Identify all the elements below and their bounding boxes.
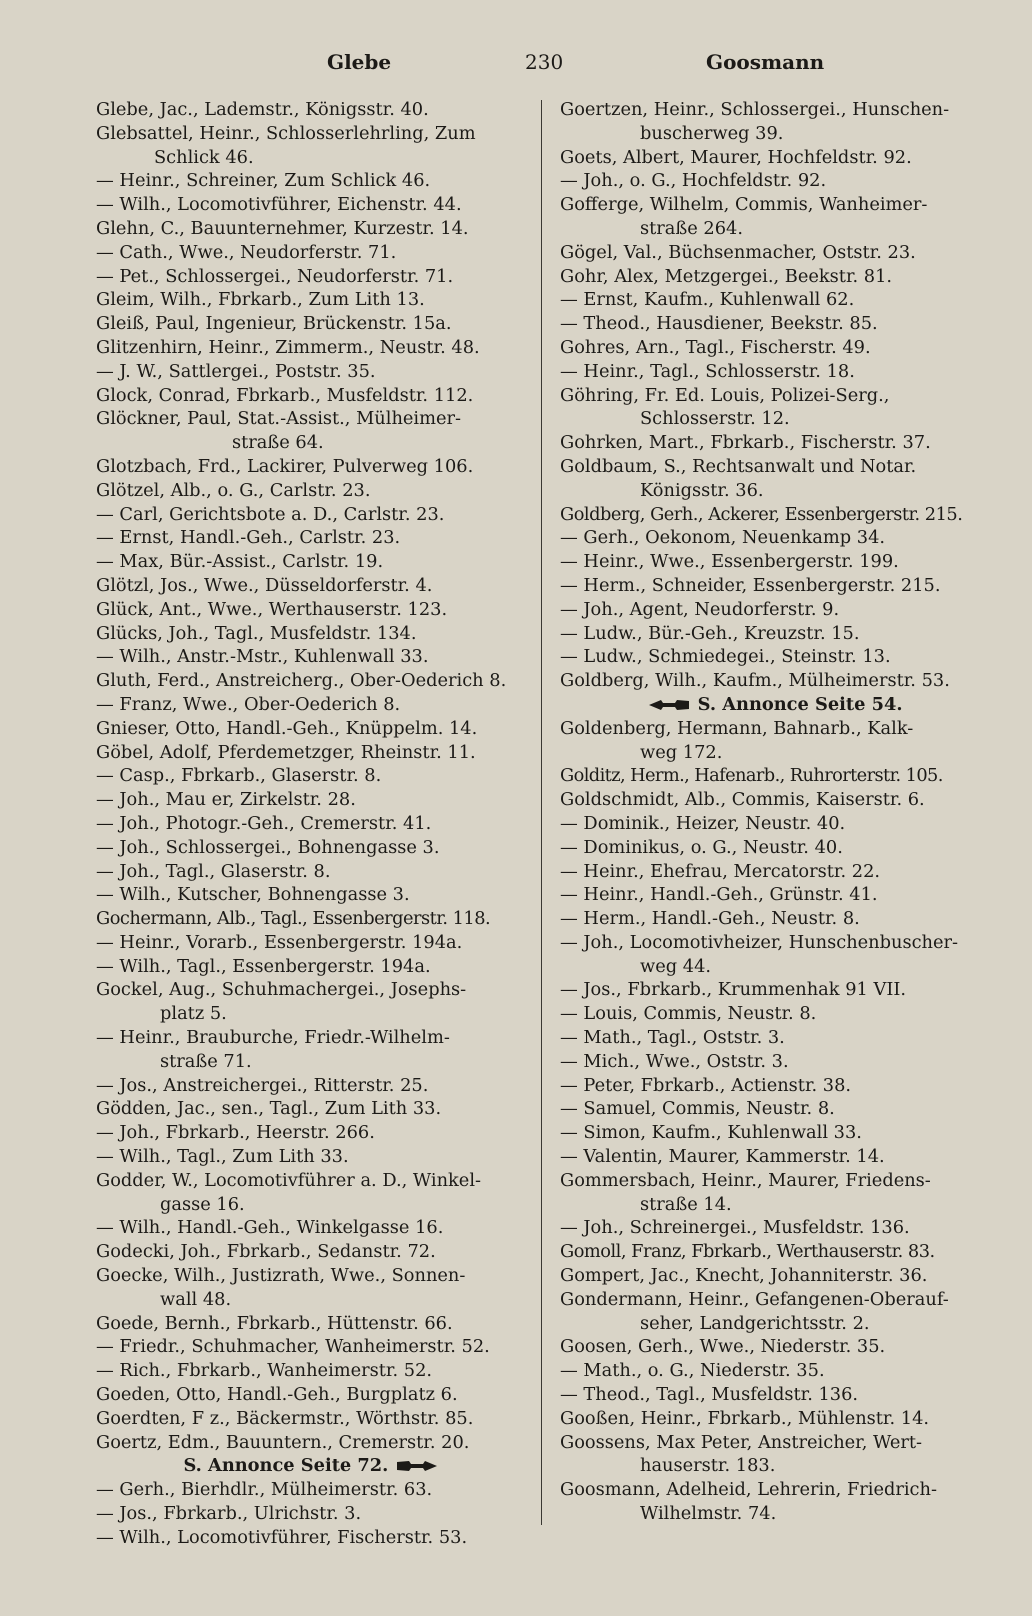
- entry: Glitzenhirn, Heinr., Zimmerm., Neustr. 48.: [96, 336, 480, 358]
- entry: — Wilh., Kutscher, Bohnengasse 3.: [96, 884, 410, 906]
- entry: Godecki, Joh., Fbrkarb., Sedanstr. 72.: [96, 1241, 436, 1263]
- annonce-notice: [96, 1454, 526, 1478]
- entry-continuation: straße 264.: [640, 217, 744, 239]
- entry: — Mich., Wwe., Oststr. 3.: [560, 1050, 789, 1072]
- entry: Goosen, Gerh., Wwe., Niederstr. 35.: [560, 1336, 886, 1358]
- entry: — Math., o. G., Niederstr. 35.: [560, 1360, 825, 1382]
- entry: Gockel, Aug., Schuhmachergei., Josephs-: [96, 979, 467, 1001]
- entry: — Friedr., Schuhmacher, Wanheimerstr. 52.: [96, 1336, 490, 1358]
- entry-continuation: hauserstr. 183.: [640, 1455, 776, 1477]
- entry: Gögel, Val., Büchsenmacher, Oststr. 23.: [560, 241, 916, 263]
- entry: — Herm., Schneider, Essenbergerstr. 215.: [560, 574, 941, 596]
- entry: — Wilh., Handl.-Geh., Winkelgasse 16.: [96, 1217, 444, 1239]
- entry: — Rich., Fbrkarb., Wanheimerstr. 52.: [96, 1360, 433, 1382]
- entry: — Ludw., Schmiedegei., Steinstr. 13.: [560, 646, 891, 668]
- entry: — Wilh., Anstr.-Mstr., Kuhlenwall 33.: [96, 646, 429, 668]
- entry-continuation: gasse 16.: [160, 1193, 245, 1215]
- entry: — Joh., Mau er, Zirkelstr. 28.: [96, 789, 356, 811]
- entry-continuation: seher, Landgerichtsstr. 2.: [640, 1312, 870, 1334]
- entry: Glotzbach, Frd., Lackirer, Pulverweg 106.: [96, 455, 474, 477]
- entry-continuation: weg 44.: [640, 955, 712, 977]
- column-divider: [541, 100, 542, 1525]
- entry: — Joh., Locomotivheizer, Hunschenbuscher-: [560, 931, 959, 953]
- entry: — Heinr., Vorarb., Essenbergerstr. 194a.: [96, 931, 463, 953]
- pointing-hand-icon: [395, 1459, 439, 1473]
- entry: Gommersbach, Heinr., Maurer, Friedens-: [560, 1169, 931, 1191]
- entry: — Carl, Gerichtsbote a. D., Carlstr. 23.: [96, 503, 445, 525]
- entry: Gondermann, Heinr., Gefangenen-Oberauf-: [560, 1288, 949, 1310]
- entry: Gleiß, Paul, Ingenieur, Brückenstr. 15a.: [96, 313, 452, 335]
- entry: — Heinr., Handl.-Geh., Grünstr. 41.: [560, 884, 878, 906]
- entry: Godder, W., Locomotivführer a. D., Winkel-: [96, 1169, 482, 1191]
- entry: Goertz, Edm., Bauuntern., Cremerstr. 20.: [96, 1431, 470, 1453]
- entry: — Wilh., Locomotivführer, Fischerstr. 53.: [96, 1526, 468, 1548]
- entry: — Ernst, Kaufm., Kuhlenwall 62.: [560, 289, 855, 311]
- entry-continuation: platz 5.: [160, 1003, 227, 1025]
- entry: Goldberg, Gerh., Ackerer, Essenbergerstr. 215.: [560, 503, 963, 525]
- entry: Göhring, Fr. Ed. Louis, Polizei-Serg.,: [560, 384, 890, 406]
- entry: — Dominikus, o. G., Neustr. 40.: [560, 836, 843, 858]
- header-last-name: Goosmann: [706, 50, 825, 74]
- entry: Glehn, C., Bauunternehmer, Kurzestr. 14.: [96, 217, 469, 239]
- entry: Gleim, Wilh., Fbrkarb., Zum Lith 13.: [96, 289, 425, 311]
- entry: Goede, Bernh., Fbrkarb., Hüttenstr. 66.: [96, 1312, 453, 1334]
- entry: Glöckner, Paul, Stat.-Assist., Mülheimer-: [96, 408, 462, 430]
- entry: — Theod., Tagl., Musfeldstr. 136.: [560, 1384, 859, 1406]
- entry: Goertzen, Heinr., Schlossergei., Hunschen-: [560, 99, 950, 120]
- entry: — Gerh., Bierhdlr., Mülheimerstr. 63.: [96, 1479, 433, 1501]
- entry: Gödden, Jac., sen., Tagl., Zum Lith 33.: [96, 1098, 442, 1120]
- entry: Glebsattel, Heinr., Schlosserlehrling, Zum: [96, 122, 476, 144]
- annonce-text: S. Annonce Seite 54.: [697, 693, 903, 715]
- entry: — Pet., Schlossergei., Neudorferstr. 71.: [96, 265, 454, 287]
- header-first-name: Glebe: [327, 50, 392, 74]
- entry: Gnieser, Otto, Handl.-Geh., Knüppelm. 14.: [96, 717, 478, 739]
- entry: Gohrken, Mart., Fbrkarb., Fischerstr. 37.: [560, 432, 931, 454]
- entry: Goldbaum, S., Rechtsanwalt und Notar.: [560, 455, 917, 477]
- entry-continuation: straße 64.: [232, 432, 324, 454]
- entry: — Heinr., Tagl., Schlosserstr. 18.: [560, 360, 855, 382]
- entry-continuation: Königsstr. 36.: [640, 479, 764, 501]
- entry: — Joh., Agent, Neudorferstr. 9.: [560, 598, 840, 620]
- entry: — J. W., Sattlergei., Poststr. 35.: [96, 360, 376, 382]
- pointing-hand-icon: [647, 698, 691, 712]
- entry-continuation: Wilhelmstr. 74.: [640, 1503, 777, 1525]
- entry: — Jos., Anstreichergei., Ritterstr. 25.: [96, 1074, 429, 1096]
- entry: — Wilh., Locomotivführer, Eichenstr. 44.: [96, 194, 462, 216]
- entry: — Herm., Handl.-Geh., Neustr. 8.: [560, 908, 860, 930]
- right-column: [560, 98, 990, 1526]
- entry: Goecke, Wilh., Justizrath, Wwe., Sonnen-: [96, 1265, 466, 1287]
- entry: Goldschmidt, Alb., Commis, Kaiserstr. 6.: [560, 789, 925, 811]
- entry: Goerdten, F z., Bäckermstr., Wörthstr. 85.: [96, 1407, 474, 1429]
- entry: Glücks, Joh., Tagl., Musfeldstr. 134.: [96, 622, 417, 644]
- entry-continuation: Schlosserstr. 12.: [640, 408, 790, 430]
- entry: — Valentin, Maurer, Kammerstr. 14.: [560, 1146, 885, 1168]
- entry: — Samuel, Commis, Neustr. 8.: [560, 1098, 835, 1120]
- entry: Gooßen, Heinr., Fbrkarb., Mühlenstr. 14.: [560, 1407, 930, 1429]
- entry: — Gerh., Oekonom, Neuenkamp 34.: [560, 527, 886, 549]
- left-column: [96, 98, 526, 1550]
- entry: — Casp., Fbrkarb., Glaserstr. 8.: [96, 765, 382, 787]
- entry: Golditz, Herm., Hafenarb., Ruhrorterstr. 105.: [560, 765, 943, 787]
- entry-continuation: straße 14.: [640, 1193, 732, 1215]
- entry: Gohr, Alex, Metzgergei., Beekstr. 81.: [560, 265, 893, 287]
- entry: — Jos., Fbrkarb., Ulrichstr. 3.: [96, 1503, 362, 1525]
- entry: Goets, Albert, Maurer, Hochfeldstr. 92.: [560, 146, 912, 168]
- entry: — Math., Tagl., Oststr. 3.: [560, 1027, 785, 1049]
- entry: Glebe, Jac., Lademstr., Königsstr. 40.: [96, 99, 429, 120]
- entry: — Ludw., Bür.-Geh., Kreuzstr. 15.: [560, 622, 860, 644]
- entry-continuation: weg 172.: [640, 741, 723, 763]
- entry: Gompert, Jac., Knecht, Johanniterstr. 36.: [560, 1265, 928, 1287]
- annonce-text: S. Annonce Seite 72.: [183, 1455, 389, 1477]
- entry: Gofferge, Wilhelm, Commis, Wanheimer-: [560, 194, 928, 216]
- page-number: 230: [525, 50, 564, 74]
- entry: — Simon, Kaufm., Kuhlenwall 33.: [560, 1122, 862, 1144]
- entry: — Cath., Wwe., Neudorferstr. 71.: [96, 241, 397, 263]
- entry: Glötzl, Jos., Wwe., Düsseldorferstr. 4.: [96, 574, 433, 596]
- entry: — Joh., o. G., Hochfeldstr. 92.: [560, 170, 827, 192]
- entry-continuation: Schlick 46.: [154, 146, 254, 168]
- entry: — Peter, Fbrkarb., Actienstr. 38.: [560, 1074, 852, 1096]
- entry-continuation: buscherweg 39.: [640, 122, 784, 144]
- entry: — Wilh., Tagl., Essenbergerstr. 194a.: [96, 955, 431, 977]
- entry: — Ernst, Handl.-Geh., Carlstr. 23.: [96, 527, 401, 549]
- entry: — Wilh., Tagl., Zum Lith 33.: [96, 1146, 349, 1168]
- entry: Goldberg, Wilh., Kaufm., Mülheimerstr. 53.: [560, 670, 950, 692]
- entry: Gochermann, Alb., Tagl., Essenbergerstr. 118.: [96, 908, 491, 930]
- entry: Göbel, Adolf, Pferdemetzger, Rheinstr. 11.: [96, 741, 476, 763]
- entry: — Franz, Wwe., Ober-Oederich 8.: [96, 693, 401, 715]
- entry: Gomoll, Franz, Fbrkarb., Werthauserstr. 83.: [560, 1241, 935, 1263]
- entry: Goossens, Max Peter, Anstreicher, Wert-: [560, 1431, 923, 1453]
- entry: — Max, Bür.-Assist., Carlstr. 19.: [96, 551, 384, 573]
- entry: — Joh., Tagl., Glaserstr. 8.: [96, 860, 331, 882]
- entry: — Joh., Schlossergei., Bohnengasse 3.: [96, 836, 440, 858]
- entry: Glötzel, Alb., o. G., Carlstr. 23.: [96, 479, 371, 501]
- entry: Goosmann, Adelheid, Lehrerin, Friedrich-: [560, 1479, 937, 1501]
- entry: — Joh., Fbrkarb., Heerstr. 266.: [96, 1122, 375, 1144]
- entry: — Joh., Photogr.-Geh., Cremerstr. 41.: [96, 812, 432, 834]
- entry: Gohres, Arn., Tagl., Fischerstr. 49.: [560, 336, 871, 358]
- entry: — Jos., Fbrkarb., Krummenhak 91 VII.: [560, 979, 907, 1001]
- entry-continuation: straße 71.: [160, 1050, 252, 1072]
- entry: Gluth, Ferd., Anstreicherg., Ober-Oederich 8.: [96, 670, 507, 692]
- entry-continuation: wall 48.: [160, 1288, 232, 1310]
- entry: Goeden, Otto, Handl.-Geh., Burgplatz 6.: [96, 1384, 458, 1406]
- annonce-notice: [560, 693, 990, 717]
- entry: — Heinr., Brauburche, Friedr.-Wilhelm-: [96, 1027, 450, 1049]
- entry: — Dominik., Heizer, Neustr. 40.: [560, 812, 846, 834]
- entry: Glock, Conrad, Fbrkarb., Musfeldstr. 112.: [96, 384, 474, 406]
- entry: — Heinr., Wwe., Essenbergerstr. 199.: [560, 551, 899, 573]
- entry: — Louis, Commis, Neustr. 8.: [560, 1003, 817, 1025]
- entry: Goldenberg, Hermann, Bahnarb., Kalk-: [560, 717, 914, 739]
- page-header: [0, 50, 1032, 84]
- entry: — Joh., Schreinergei., Musfeldstr. 136.: [560, 1217, 910, 1239]
- entry: — Theod., Hausdiener, Beekstr. 85.: [560, 313, 878, 335]
- entry: Glück, Ant., Wwe., Werthauserstr. 123.: [96, 598, 448, 620]
- entry: — Heinr., Schreiner, Zum Schlick 46.: [96, 170, 431, 192]
- entry: — Heinr., Ehefrau, Mercatorstr. 22.: [560, 860, 881, 882]
